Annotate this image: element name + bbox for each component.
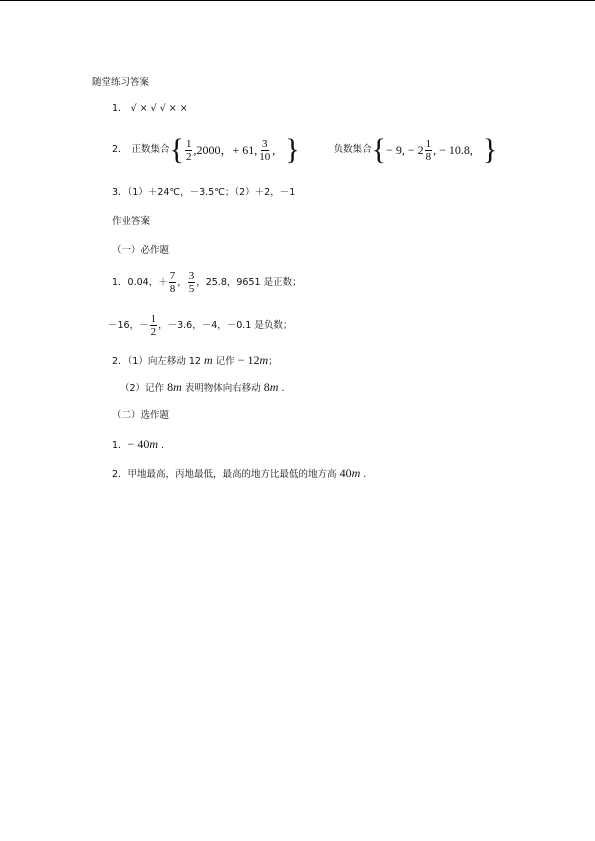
heading-homework: 作业答案 [112,216,151,227]
section-optional: （二）选作题 [112,410,170,421]
q1-answer [112,102,188,116]
q2-number: 2． [112,144,128,155]
q2-answer [112,133,498,166]
hw1b-prefix: －16，－ [108,319,149,331]
fraction: $\frac{1}{8}$ [425,137,432,163]
fraction: $\frac{1}{2}$ [185,137,192,163]
unit-m: m [259,353,269,367]
unit-m: m [203,353,213,367]
fraction: $\frac{7}{8}$ [169,270,176,295]
opt2-end: . [360,469,367,480]
heading-practice: 随堂练习答案 [92,77,150,88]
opt1-answer [112,437,164,453]
hw2-part2 [120,380,285,396]
left-brace-icon: { [371,133,387,166]
left-brace-icon: { [169,133,184,166]
opt1-prefix: 1． [112,440,128,451]
right-brace-icon: } [482,133,498,166]
right-brace-icon: } [285,133,300,166]
hw1-suffix: ，25.8，9651 是正数； [196,276,302,288]
q1-number: 1． [112,103,128,114]
negative-set-values: − 9, − 2 [386,143,424,157]
negative-set-tail: , − 10.8, [433,143,473,157]
negative-set-label: 负数集合 [333,144,372,155]
hw1-prefix: 1．0.04，＋ [112,276,168,288]
unit-m: m [269,380,279,394]
opt2-answer [112,466,366,482]
value: − 12 [237,353,260,367]
hw1b-suffix: ，－3.6，－4，－0.1 是负数； [158,319,293,331]
unit-m: m [149,437,158,451]
fraction: $\frac{3}{10}$ [259,137,271,163]
page-top-border [0,0,595,1]
hw2b-mid: 表明物体向右移动 [181,383,264,394]
positive-set-label: 正数集合 [131,144,170,155]
hw1-positive [112,270,302,295]
value: 40 [339,466,352,480]
separator: ， [177,276,187,288]
unit-m: m [351,466,361,480]
opt2-prefix: 2．甲地最高，丙地最低，最高的地方比最低的地方高 [112,469,340,480]
positive-set-tail: , [272,143,276,157]
section-required: （一）必作题 [112,245,170,256]
hw2a-end: ； [268,356,278,367]
opt1-end: . [158,440,165,451]
value: 8 [263,380,270,394]
hw2b-prefix: （2）记作 [120,383,168,394]
hw2a-mid: 记作 [212,356,238,367]
hw2b-end: . [278,383,285,394]
hw2-part1 [112,353,278,369]
fraction: $\frac{3}{5}$ [188,270,195,295]
value: − 40 [127,437,150,451]
hw1-negative [108,313,292,338]
q3-answer: 3．（1）＋24℃，－3.5℃；（2）＋2，－1 [112,187,296,198]
positive-set-values: ,2000，+ 61, [193,143,258,157]
value: 8 [167,380,174,394]
unit-m: m [173,380,182,394]
fraction: $\frac{1}{2}$ [150,313,157,338]
hw2a-prefix: 2．（1）向左移动 12 [112,356,204,367]
q1-marks: √ × √ √ × × [130,103,188,114]
